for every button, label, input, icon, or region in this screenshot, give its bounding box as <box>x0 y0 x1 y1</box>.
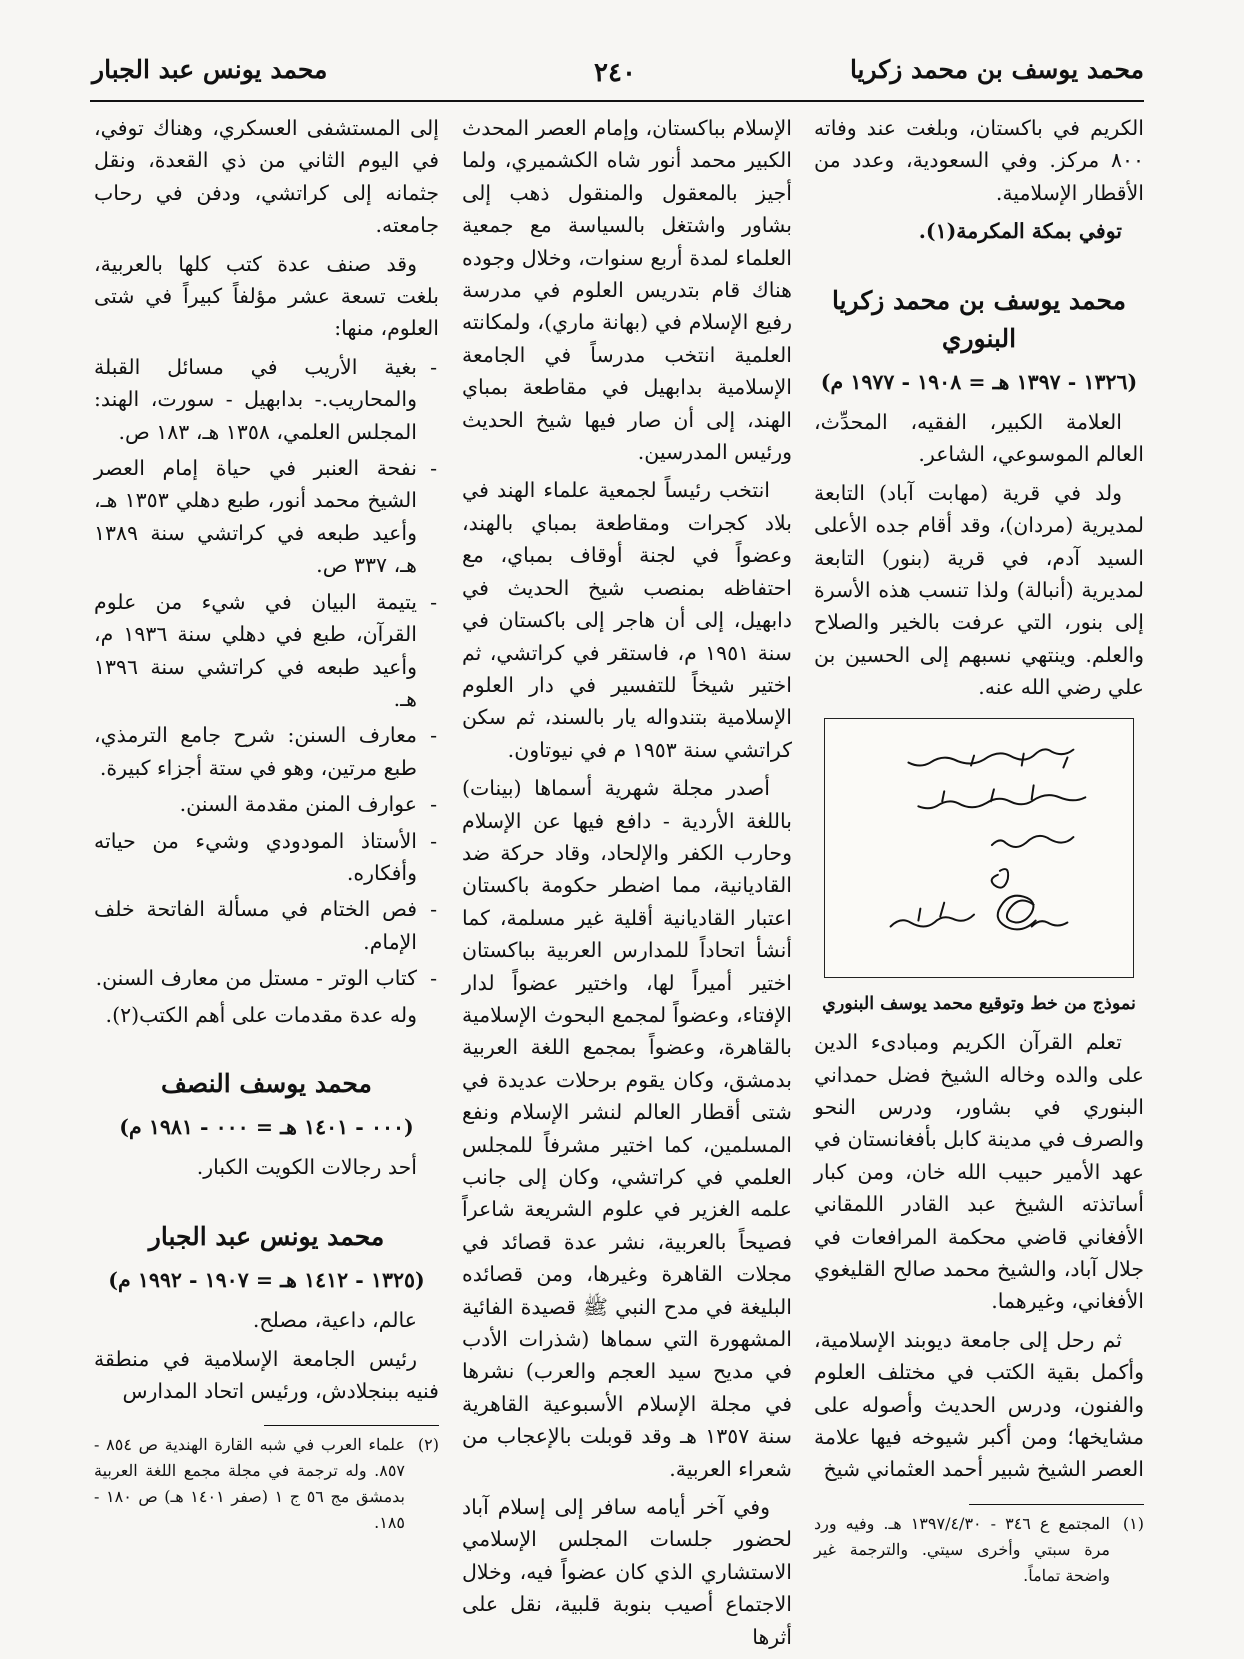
paragraph: الإسلام بباكستان، وإمام العصر المحدث الكبير محمد أنور شاه الكشميري، ولما أجيز بالمعقول والمنقول ذهب إلى بشاور واشتغل بالسياسة مع جمعية العلماء لمدة أربع سنوات، وخلال وجوده هناك قام بتدريس العلوم في مدرسة رفيع الإسلام في (بهانة ماري)، ولمكانته العلمية انتخب مدرساً في الجامعة الإسلامية بدابهيل في مقاطعة بمباي الهند، إلى أن صار فيها شيخ الحديث ورئيس المدرسين. <box>462 116 792 465</box>
running-header-right: محمد يوسف بن محمد زكريا <box>849 55 1144 84</box>
footnote-text: علماء العرب في شبه القارة الهندية ص ٨٥٤ - ٨٥٧. وله ترجمة في مجلة مجمع اللغة العربية بدمشق مج ٥٦ ج ١ (صفر ١٤٠١ هـ) ص ١٨٠ - ١٨٥. <box>94 1435 406 1533</box>
footnote-rule <box>264 1425 439 1426</box>
list-item: - نفحة العنبر في حياة إمام العصر الشيخ محمد أنور، طبع دهلي ١٣٥٣ هـ، وأعيد طبعه في كراتشي سنة ١٣٨٩ هـ، ٣٣٧ ص. <box>94 452 439 582</box>
running-header-left: محمد يونس عبد الجبار <box>92 55 328 84</box>
entry-dates: (٠٠٠ - ١٤٠١ هـ = ٠٠٠ - ١٩٨١ م) <box>119 1114 414 1139</box>
column-left <box>94 112 439 1536</box>
footnote <box>814 1511 1144 1589</box>
column-right <box>814 112 1144 1589</box>
footnote-number: (٢) <box>417 1435 439 1455</box>
column-middle <box>462 112 792 1659</box>
paragraph: توفي بمكة المكرمة(١). <box>918 219 1122 244</box>
page-number: ٢٤٠ <box>594 58 636 88</box>
paragraph: وله عدة مقدمات على أهم الكتب(٢). <box>105 1002 417 1027</box>
list-item: - عوارف المنن مقدمة السنن. <box>94 788 439 820</box>
paragraph: ثم رحل إلى جامعة ديوبند الإسلامية، وأكمل بقية الكتب في مختلف العلوم والفنون، ودرس الحديث وأصوله على مشايخها؛ ومن أكبر شيوخه فيها علامة العصر الشيخ شبير أحمد العثماني شيخ <box>814 1327 1144 1482</box>
list-item: - فص الختام في مسألة الفاتحة خلف الإمام. <box>94 893 439 958</box>
paragraph: انتخب رئيساً لجمعية علماء الهند في بلاد كجرات ومقاطعة بمباي بالهند، وعضواً في لجنة أوقاف بمباي، مع احتفاظه بمنصب شيخ الحديث في دابهيل، إلى أن هاجر إلى باكستان في سنة ١٩٥١ م، فاستقر في كراتشي، ثم اختير شيخاً للتفسير في دار العلوم الإسلامية بتندواله يار بالسند، ثم سكن كراتشي سنة ١٩٥٣ م في نيوتاون. <box>462 478 792 762</box>
paragraph: رئيس الجامعة الإسلامية في منطقة فنيه ببنجلادش، ورئيس اتحاد المدارس <box>94 1346 439 1403</box>
paragraph: ولد في قرية (مهابت آباد) التابعة لمديرية (مردان)، وقد أقام جده الأعلى السيد آدم، في قرية (بنور) التابعة لمديرية (أنبالة) ولذا تنسب هذه الأسرة إلى بنور، التي عرفت بالخير والصلاح والعلم. وينتهي نسبهم إلى الحسين بن علي رضي الله عنه. <box>814 480 1144 700</box>
entry-dates: (١٣٢٥ - ١٤١٢ هـ = ١٩٠٧ - ١٩٩٢ م) <box>108 1267 425 1292</box>
paragraph: أصدر مجلة شهرية أسماها (بينات) باللغة الأردية - دافع فيها عن الإسلام وحارب الكفر والإلحاد، وقاد حركة ضد القاديانية، مما اضطر حكومة باكستان اعتبار القاديانية أقلية غير مسلمة، كما أنشأ اتحاداً للمدارس العربية بباكستان اختير أميراً لها، واختير عضواً لدار الإفتاء، وعضواً لمجمع البحوث الإسلامية بالقاهرة، وعضواً بمجمع اللغة العربية بدمشق، وكان يقوم برحلات عديدة في شتى أقطار العالم لنشر الإسلام ونفع المسلمين، كما اختير مشرفاً للمجلس العلمي في كراتشي، وكان إلى جانب علمه الغزير في علوم الشريعة شاعراً فصيحاً بالعربية، نشر عدة قصائد في مجلات القاهرة وغيرها، ومن قصائده البليغة في مدح النبي ﷺ قصيدة الفائية المشهورة التي سماها (شذرات الأدب في مديح سيد العجم والعرب) نشرها في مجلة الإسلام الأسبوعية القاهرية سنة ١٣٥٧ هـ وقد قوبلت بالإعجاب من شعراء العربية. <box>462 776 792 1481</box>
list-item: - الأستاذ المودودي وشيء من حياته وأفكاره. <box>94 825 439 890</box>
list-item: - كتاب الوتر - مستل من معارف السنن. <box>94 962 439 994</box>
paragraph: تعلم القرآن الكريم ومبادىء الدين على والده وخاله الشيخ فضل حمداني البنوري في بشاور، ودرس النحو والصرف في مدينة كابل بأفغانستان في عهد الأمير حبيب الله خان، ومن كبار أساتذته الشيخ عبد القادر اللمقاني الأفغاني قاضي محكمة المرافعات في جلال آباد، والشيخ محمد صالح القليغوي الأفغاني، وغيرهما. <box>814 1030 1144 1314</box>
handwriting-sample-image <box>824 718 1134 978</box>
signature-icon <box>825 719 1133 977</box>
entry-title: محمد يوسف النصف <box>161 1068 372 1098</box>
footnote-number: (١) <box>1122 1513 1144 1533</box>
header-rule <box>90 100 1144 102</box>
paragraph: عالم، داعية، مصلح. <box>252 1308 417 1333</box>
paragraph: إلى المستشفى العسكري، وهناك توفي، في اليوم الثاني من ذي القعدة، ونقل جثمانه إلى كراتشي، ودفن في رحاب جامعته. <box>94 116 439 238</box>
list-item: - معارف السنن: شرح جامع الترمذي، طبع مرتين، وهو في ستة أجزاء كبيرة. <box>94 719 439 784</box>
paragraph: العلامة الكبير، الفقيه، المحدِّث، العالم الموسوعي، الشاعر. <box>814 410 1144 467</box>
paragraph: الكريم في باكستان، وبلغت عند وفاته ٨٠٠ مركز. وفي السعودية، وعدد من الأقطار الإسلامية. <box>814 116 1144 205</box>
entry-title: محمد يوسف بن محمد زكريا البنوري <box>831 285 1127 353</box>
paragraph: وفي آخر أيامه سافر إلى إسلام آباد لحضور جلسات المجلس الإسلامي الاستشاري الذي كان عضواً فيه، وخلال الاجتماع أصيب بنوبة قلبية، نقل على أثرها <box>462 1495 792 1649</box>
paragraph: وقد صنف عدة كتب كلها بالعربية، بلغت تسعة عشر مؤلفاً كبيراً في شتى العلوم، منها: <box>94 251 439 341</box>
entry-dates: (١٣٢٦ - ١٣٩٧ هـ = ١٩٠٨ - ١٩٧٧ م) <box>820 369 1138 394</box>
list-item: - بغية الأريب في مسائل القبلة والمحاريب.- بدابهيل - سورت، الهند: المجلس العلمي، ١٣٥٨ هـ، ١٨٣ ص. <box>94 351 439 448</box>
book-list <box>94 351 439 995</box>
footnote-rule <box>969 1504 1144 1505</box>
image-caption: نموذج من خط وتوقيع محمد يوسف البنوري <box>822 993 1136 1014</box>
list-item: - يتيمة البيان في شيء من علوم القرآن، طبع في دهلي سنة ١٩٣٦ م، وأعيد طبعه في كراتشي سنة ١٣٩٦ هـ. <box>94 586 439 716</box>
footnote-text: المجتمع ع ٣٤٦ - ١٣٩٧/٤/٣٠ هـ. وفيه ورد مرة سبتي وأخرى سيتي. والترجمة غير واضحة تماماً. <box>814 1513 1111 1585</box>
entry-title: محمد يونس عبد الجبار <box>148 1221 385 1251</box>
paragraph: أحد رجالات الكويت الكبار. <box>196 1155 417 1180</box>
footnote <box>94 1432 439 1536</box>
